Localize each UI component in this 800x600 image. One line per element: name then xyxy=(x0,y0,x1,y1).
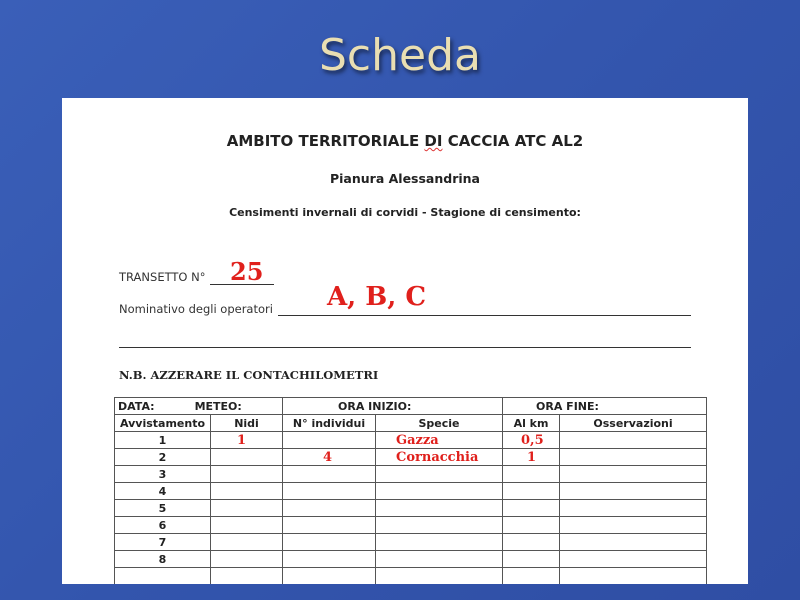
specie-cell xyxy=(376,517,503,534)
row-number: 1 xyxy=(115,432,211,449)
row-number: 3 xyxy=(115,466,211,483)
km-cell: 0,5 xyxy=(503,432,560,449)
individui-cell xyxy=(283,500,376,517)
km-cell xyxy=(503,568,560,585)
specie-cell xyxy=(376,551,503,568)
ora-inizio-label: ORA INIZIO: xyxy=(283,398,503,415)
nidi-cell xyxy=(211,568,283,585)
nidi-cell: 1 xyxy=(211,432,283,449)
operatori-value: A, B, C xyxy=(327,282,427,312)
km-cell xyxy=(503,534,560,551)
row-number: 5 xyxy=(115,500,211,517)
specie-cell xyxy=(376,466,503,483)
transetto-value: 25 xyxy=(230,257,264,286)
km-cell: 1 xyxy=(503,449,560,466)
table-row xyxy=(115,500,707,517)
individui-cell xyxy=(283,466,376,483)
meteo-label: METEO: xyxy=(194,399,242,413)
slide-title: Scheda xyxy=(319,30,481,81)
row-number xyxy=(115,568,211,585)
specie-cell xyxy=(376,483,503,500)
table-row xyxy=(115,517,707,534)
km-cell xyxy=(503,551,560,568)
col-header: N° individui xyxy=(283,415,376,432)
nidi-cell xyxy=(211,449,283,466)
row-number: 6 xyxy=(115,517,211,534)
individui-cell xyxy=(283,483,376,500)
document-heading xyxy=(62,132,748,150)
row-number: 7 xyxy=(115,534,211,551)
header-row xyxy=(115,415,707,432)
table-row xyxy=(115,534,707,551)
operatori-line xyxy=(278,315,691,316)
document-page xyxy=(62,98,748,584)
individui-cell xyxy=(283,568,376,585)
individui-cell xyxy=(283,551,376,568)
specie-cell xyxy=(376,500,503,517)
row-number: 2 xyxy=(115,449,211,466)
km-cell xyxy=(503,483,560,500)
individui-cell xyxy=(283,432,376,449)
osservazioni-cell xyxy=(560,534,707,551)
document-subtitle: Censimenti invernali di corvidi - Stagione di censimento: xyxy=(229,206,581,219)
osservazioni-cell xyxy=(560,466,707,483)
osservazioni-cell xyxy=(560,568,707,585)
km-cell xyxy=(503,466,560,483)
osservazioni-cell xyxy=(560,449,707,466)
operatori-label: Nominativo degli operatori xyxy=(119,302,273,316)
data-label: DATA: METEO: xyxy=(115,398,283,415)
ora-fine-label: ORA FINE: xyxy=(503,398,707,415)
table-row xyxy=(115,551,707,568)
operatori-line-2 xyxy=(119,347,691,348)
heading-suffix: CACCIA ATC AL2 xyxy=(442,132,584,150)
osservazioni-cell xyxy=(560,500,707,517)
specie-cell: Gazza xyxy=(376,432,503,449)
specie-cell: Cornacchia xyxy=(376,449,503,466)
col-header: Osservazioni xyxy=(560,415,707,432)
nidi-cell xyxy=(211,534,283,551)
col-header: Specie xyxy=(376,415,503,432)
osservazioni-cell xyxy=(560,483,707,500)
table-row xyxy=(115,483,707,500)
row-number: 4 xyxy=(115,483,211,500)
specie-cell xyxy=(376,568,503,585)
osservazioni-cell xyxy=(560,551,707,568)
row-number: 8 xyxy=(115,551,211,568)
col-header: Al km xyxy=(503,415,560,432)
heading-spellcheck-word: DI xyxy=(424,132,443,150)
table-row xyxy=(115,449,707,466)
census-table xyxy=(114,397,707,584)
specie-cell xyxy=(376,534,503,551)
table-row xyxy=(115,466,707,483)
individui-cell xyxy=(283,517,376,534)
heading-prefix: AMBITO TERRITORIALE xyxy=(226,132,425,150)
col-header: Nidi xyxy=(211,415,283,432)
km-cell xyxy=(503,517,560,534)
osservazioni-cell xyxy=(560,517,707,534)
nidi-cell xyxy=(211,551,283,568)
individui-cell xyxy=(283,534,376,551)
note-azzerare: N.B. AZZERARE IL CONTACHILOMETRI xyxy=(119,368,379,382)
table-row xyxy=(115,432,707,449)
col-header: Avvistamento xyxy=(115,415,211,432)
nidi-cell xyxy=(211,500,283,517)
nidi-cell xyxy=(211,483,283,500)
info-row xyxy=(115,398,707,415)
osservazioni-cell xyxy=(560,432,707,449)
transetto-label: TRANSETTO N° xyxy=(119,270,206,284)
table-row xyxy=(115,568,707,585)
nidi-cell xyxy=(211,466,283,483)
nidi-cell xyxy=(211,517,283,534)
individui-cell: 4 xyxy=(283,449,376,466)
km-cell xyxy=(503,500,560,517)
document-subheading: Pianura Alessandrina xyxy=(329,171,480,186)
